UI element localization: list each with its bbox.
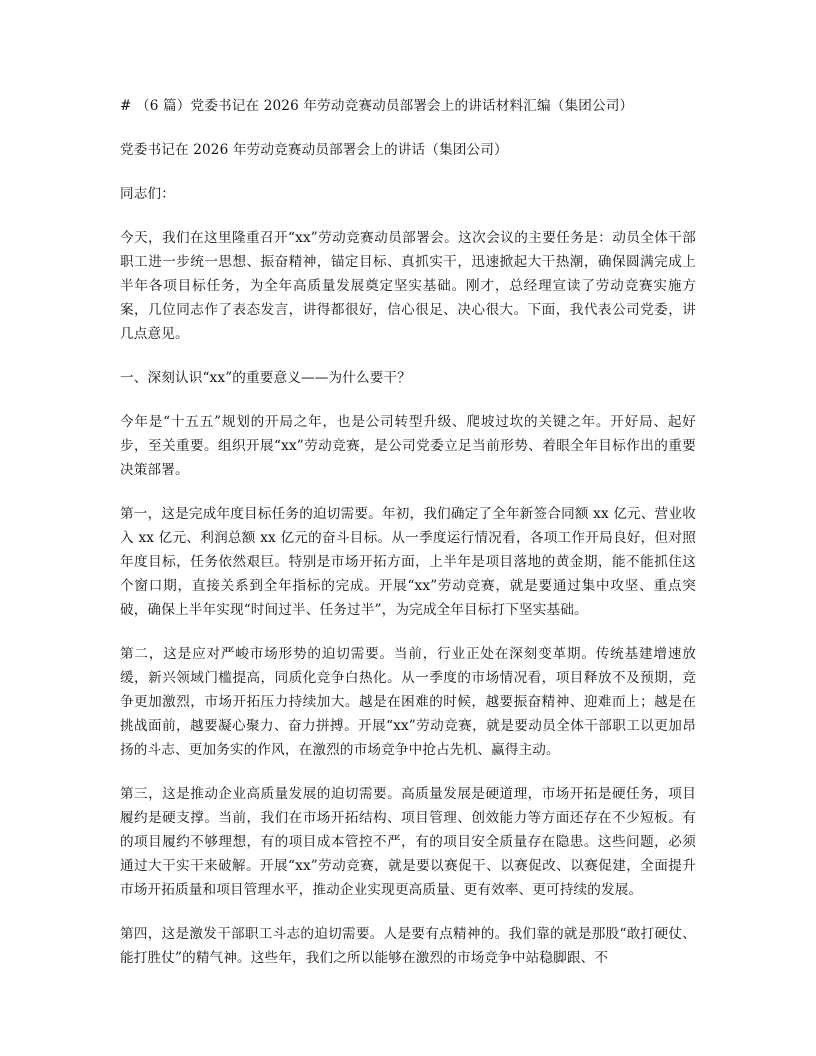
paragraph-intro: 今天，我们在这里隆重召开“xx”劳动竞赛动员部署会。这次会议的主要任务是：动员全体干部职工进一步统一思想、振奋精神，锚定目标、真抓实干，迅速掀起大干热潮，确保圆满完成上半年各项目标任务，为全年高质量发展奠定坚实基础。刚才，总经理宣读了劳动竞赛实施方案，几位同志作了表态发言，讲得都很好，信心很足、决心很大。下面，我代表公司党委，讲几点意见。 (120, 230, 696, 342)
document-subtitle: 党委书记在 2026 年劳动竞赛动员部署会上的讲话（集团公司） (120, 142, 508, 158)
paragraph-point-3: 第三，这是推动企业高质量发展的迫切需要。高质量发展是硬道理，市场开拓是硬任务，项目履约是硬支撑。当前，我们在市场开拓结构、项目管理、创效能力等方面还存在不少短板。有的项目履约不够理想，有的项目成本管控不严，有的项目安全质量存在隐患。这些问题，必须通过大干实干来破解。开展“xx”劳动竞赛，就是要以赛促干、以赛促改、以赛促建，全面提升市场开拓质量和项目管理水平，推动企业实现更高质量、更有效率、更可持续的发展。 (120, 786, 696, 898)
document-title: # （6 篇）党委书记在 2026 年劳动竞赛动员部署会上的讲话材料汇编（集团公司） (120, 98, 634, 114)
document-page (120, 94, 696, 990)
paragraph-point-2: 第二，这是应对严峻市场形势的迫切需要。当前，行业正处在深刻变革期。传统基建增速放缓，新兴领域门槛提高，同质化竞争白热化。从一季度的市场情况看，项目释放不及预期，竞争更加激烈，市场开拓压力持续加大。越是在困难的时候，越要振奋精神、迎难而上；越是在挑战面前，越要凝心聚力、奋力拼搏。开展“xx”劳动竞赛，就是要动员全体干部职工以更加昂扬的斗志、更加务实的作风，在激烈的市场竞争中抢占先机、赢得主动。 (120, 646, 696, 758)
paragraph-point-1: 第一，这是完成年度目标任务的迫切需要。年初，我们确定了全年新签合同额 xx 亿元、营业收入 xx 亿元、利润总额 xx 亿元的奋斗目标。从一季度运行情况看，各项工作开局良好，但对照年度目标，任务依然艰巨。特别是市场开拓方面，上半年是项目落地的黄金期，能不能抓住这个窗口期，直接关系到全年指标的完成。开展“xx”劳动竞赛，就是要通过集中攻坚、重点突破，确保上半年实现“时间过半、任务过半”，为完成全年目标打下坚实基础。 (120, 506, 696, 618)
paragraph-point-4: 第四，这是激发干部职工斗志的迫切需要。人是要有点精神的。我们靠的就是那股“敢打硬仗、能打胜仗”的精气神。这些年，我们之所以能够在激烈的市场竞争中站稳脚跟、不 (120, 926, 696, 966)
greeting: 同志们： (120, 186, 175, 202)
section-heading-1: 一、深刻认识“xx”的重要意义——为什么要干？ (120, 370, 411, 386)
paragraph-context: 今年是“十五五”规划的开局之年，也是公司转型升级、爬坡过坎的关键之年。开好局、起好步，至关重要。组织开展“xx”劳动竞赛，是公司党委立足当前形势、着眼全年目标作出的重要决策部署。 (120, 414, 696, 478)
